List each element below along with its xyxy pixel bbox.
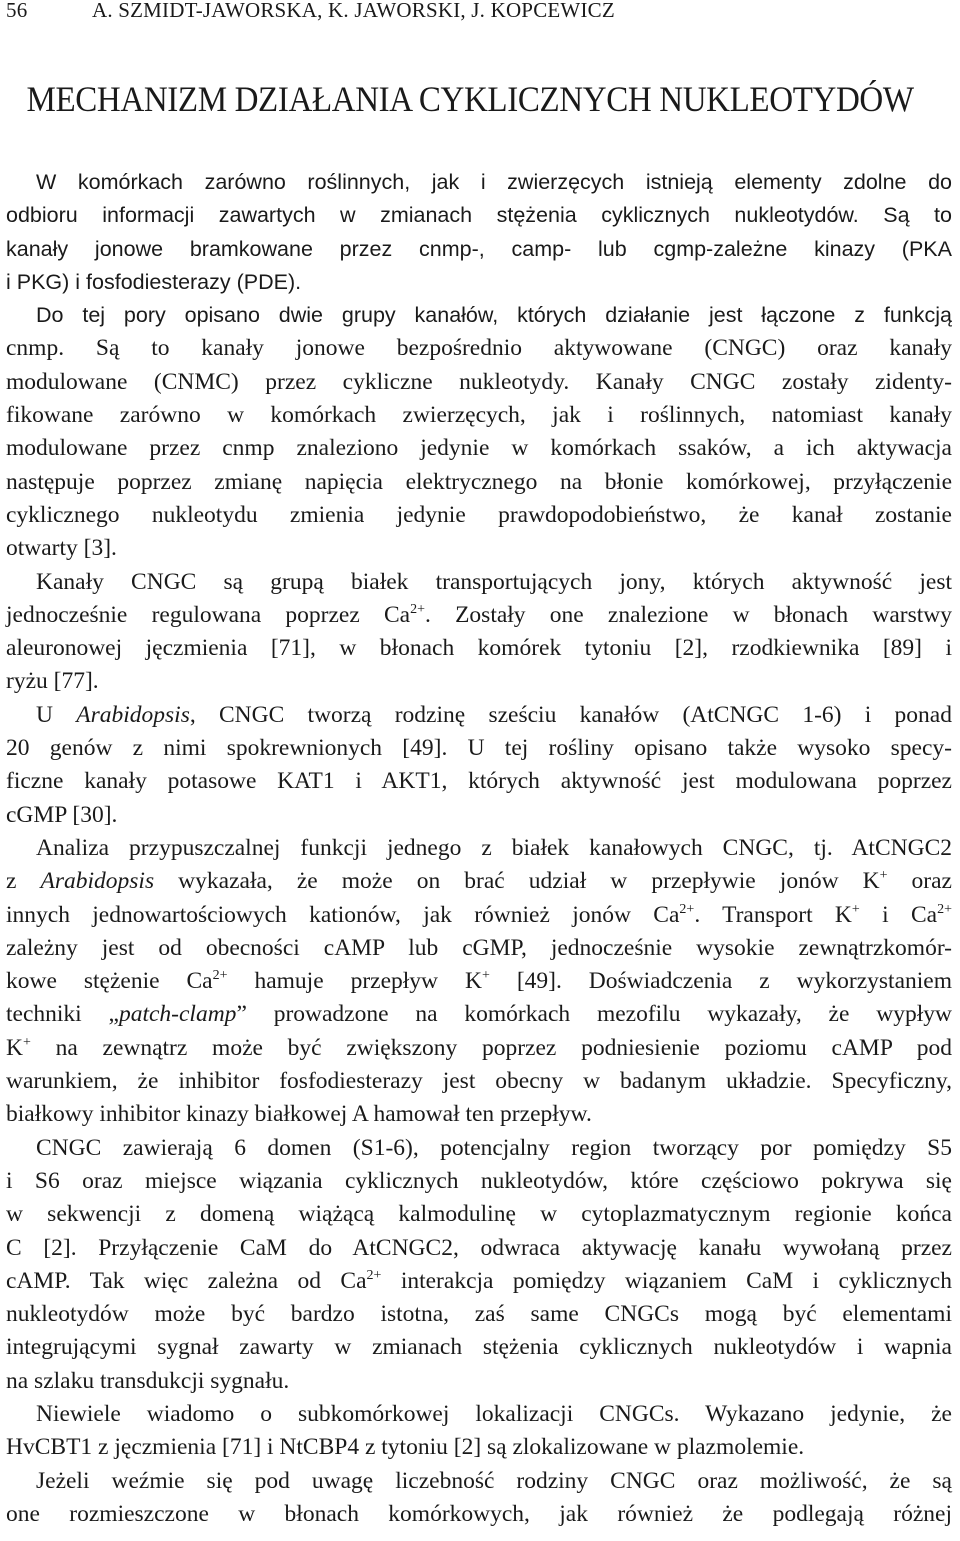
text-line: w sekwencji z domeną wiążącą kalmodulinę w cytoplazmatycznym regionie końca [6,1201,952,1228]
text-line: cyklicznego nukleotydu zmienia jedynie prawdopodobieństwo, że kanał zostanie [6,501,952,528]
text-line: W komórkach zarówno roślinnych, jak i zwierzęcych istnieją elementy zdolne do [36,170,952,194]
text-run: [49]. Doświadczenia z wykorzystaniem [489,968,953,995]
text-line: nukleotydów może być bardzo istotna, zaś same CNGCs mogą być elementami [6,1301,952,1328]
text-line: i S6 oraz miejsce wiązania cyklicznych nukleotydów, które częściowo pokrywa się [6,1167,952,1194]
text-line: fikowane zarówno w komórkach zwierzęcych, jak i roślinnych, natomiast kanały [6,402,952,429]
italic-term: patch-clamp [118,1001,237,1028]
text-line: HvCBT1 z jęczmienia [71] i NtCBP4 z tytoniu [2] są zlokalizowane w plazmolemie. [6,1434,805,1461]
text-line: i PKG) i fosfodiesterazy (PDE). [6,269,302,294]
superscript: + [851,901,860,917]
text-run: innych jednowartościowych kationów, jak również jonów Ca [6,901,680,928]
text-run: ” prowadzone na komórkach mezofilu wykazały, że wypływ [236,1001,952,1028]
text-line: Do tej pory opisano dwie grupy kanałów, których działanie jest łączone z funkcją [36,303,952,328]
text-run: techniki „ [6,1001,119,1028]
superscript: + [481,968,490,984]
text-line [6,699,952,732]
text-line: następuje poprzez zmianę napięcia elektrycznego na błonie komórkowej, przyłączenie [6,468,952,495]
paragraph-2 [6,299,952,565]
text-run: z [6,868,41,895]
text-run: . Zostały one znalezione w błonach warstwy [424,601,952,628]
text-run: oraz [887,868,952,895]
text-line: modulowane przez cnmp znaleziono jedynie w komórkach ssaków, a ich aktywacja [6,435,952,462]
paragraph-5 [6,832,952,1132]
superscript: 2+ [679,901,695,917]
text-line: 20 genów z nimi spokrewnionych [49]. U tej rośliny opisano także wysoko specy- [6,735,952,762]
superscript: + [879,868,888,884]
text-line: warunkiem, że inhibitor fosfodiesterazy jest obecny w badanym układzie. Specyficzny, [6,1068,952,1095]
text-run: na zewnątrz może być zwiększony poprzez podniesienie poziomu cAMP pod [30,1034,952,1061]
paragraph-4 [6,699,952,832]
text-line: zależny jest od obecności cAMP lub cGMP, jednocześnie wysokie zewnątrzkomór- [6,934,952,961]
paragraph-7 [6,1398,952,1465]
paragraph-3 [6,566,952,699]
text-line: one rozmieszczone w błonach komórkowych, jak również że podlegają różnej [6,1500,952,1527]
text-line: otwarty [3]. [6,535,117,562]
text-line: C [2]. Przyłączenie CaM do AtCNGC2, odwraca aktywację kanału wywołaną przez [6,1234,952,1261]
text-line [6,865,952,898]
paragraph-6 [6,1132,952,1398]
text-line: Analiza przypuszczalnej funkcji jednego z białek kanałowych CNGC, tj. AtCNGC2 [36,834,952,861]
text-run: , CNGC tworzą rodzinę sześciu kanałów (AtCNGC 1-6) i ponad [189,701,952,728]
text-line: Jeżeli weźmie się pod uwagę liczebność rodziny CNGC oraz możliwość, że są [36,1467,952,1494]
text-run: U [36,701,77,728]
text-run: kowe stężenie Ca [6,968,213,995]
text-run: . Transport K [694,901,852,928]
text-line: ficzne kanały potasowe KAT1 i AKT1, których aktywność jest modulowana poprzez [6,768,952,795]
italic-term: Arabidopsis [76,701,190,728]
paragraph-8 [6,1465,952,1532]
text-line: białkowy inhibitor kinazy białkowej A hamował ten przepływ. [6,1101,592,1128]
section-title: MECHANIZM DZIAŁANIA CYKLICZNYCH NUKLEOTYDÓW [26,79,914,119]
text-line: kanały jonowe bramkowane przez cnmp-, camp- lub cgmp-zależne kinazy (PKA [6,236,952,261]
text-run: i Ca [859,901,938,928]
text-line [6,1265,952,1298]
text-run: cAMP. Tak więc zależna od Ca [6,1267,367,1294]
text-line: ryżu [77]. [6,668,99,695]
superscript: 2+ [410,601,425,617]
text-line: cnmp. Są to kanały jonowe bezpośrednio aktywowane (CNGC) oraz kanały [6,335,952,362]
text-run: hamuje przepływ K [227,968,482,995]
text-line [6,998,952,1031]
italic-term: Arabidopsis [40,868,155,895]
superscript: 2+ [212,968,228,984]
text-line: odbioru informacji zawartych w zmianach stężenia cyklicznych nukleotydów. Są to [6,203,952,228]
superscript: + [22,1034,31,1050]
text-line: CNGC zawierają 6 domen (S1-6), potencjalny region tworzący por pomiędzy S5 [36,1134,952,1161]
text-line: cGMP [30]. [6,801,118,828]
body-text [6,166,952,1531]
text-line: modulowane (CNMC) przez cykliczne nukleotydy. Kanały CNGC zostały zidenty- [6,368,952,395]
text-line: integrującymi sygnał zawarty w zmianach stężenia cyklicznych nukleotydów i wapnia [6,1334,952,1361]
text-line: aleuronowej jęczmienia [71], w błonach komórek tytoniu [2], rzodkiewnika [89] i [6,635,952,662]
superscript: 2+ [937,901,952,917]
text-line: na szlaku transdukcji sygnału. [6,1367,290,1394]
text-line [6,899,952,932]
text-line: Kanały CNGC są grupą białek transportujących jony, których aktywność jest [36,568,952,595]
text-line [6,599,952,632]
text-run: interakcja pomiędzy wiązaniem CaM i cyklicznych [381,1267,952,1294]
paragraph-1 [6,166,952,299]
text-run: wykazała, że może on brać udział w przepływie jonów K [154,868,880,895]
text-run: K [6,1034,23,1061]
running-head [6,0,952,22]
superscript: 2+ [366,1267,382,1283]
text-run: jednocześnie regulowana poprzez Ca [6,601,411,628]
running-head-authors: A. SZMIDT-JAWORSKA, K. JAWORSKI, J. KOPCEWICZ [92,0,615,22]
text-line [6,1032,952,1065]
page-number: 56 [6,0,28,22]
text-line: Niewiele wiadomo o subkomórkowej lokalizacji CNGCs. Wykazano jedynie, że [36,1400,952,1427]
text-line [6,965,952,998]
